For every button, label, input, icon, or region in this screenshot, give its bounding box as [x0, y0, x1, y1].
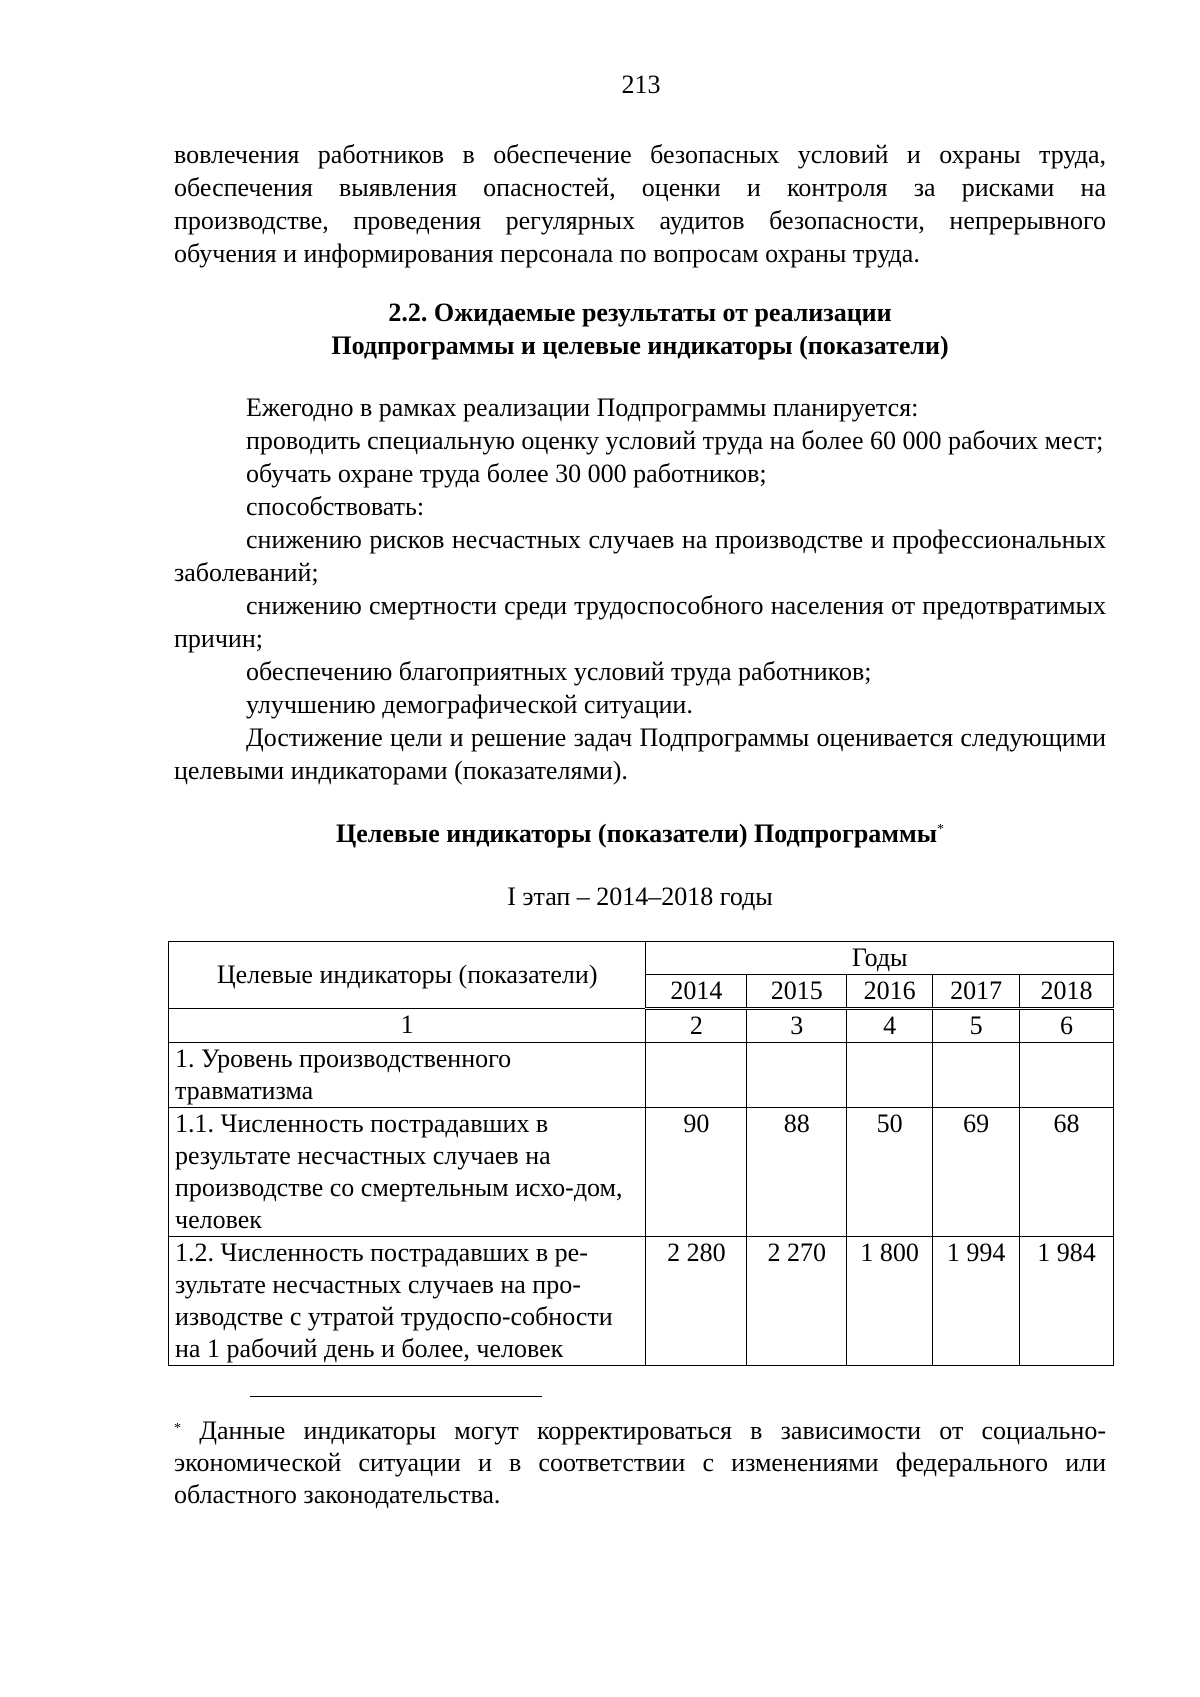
header-indicator: Целевые индикаторы (показатели)	[169, 942, 646, 1009]
table-row	[169, 1043, 1114, 1108]
table-title	[174, 817, 1106, 850]
paragraph: снижению смертности среди трудоспособного населения от предотвратимых причин;	[174, 591, 1106, 653]
table-stage: I этап – 2014–2018 годы	[507, 882, 773, 911]
table-title-text: Целевые индикаторы (показатели) Подпрограммы	[335, 819, 938, 848]
paragraph: Ежегодно в рамках реализации Подпрограммы планируется:	[246, 393, 919, 422]
row-value	[1020, 1043, 1114, 1108]
footnote-text: Данные индикаторы могут корректироваться в зависимости от социально-экономической ситуации и в соответствии с изменениями федерального или областного законодательства.	[174, 1416, 1106, 1509]
section-heading-line1: 2.2. Ожидаемые результаты от реализации	[388, 298, 892, 327]
row-value: 88	[747, 1108, 847, 1237]
table-row	[169, 1237, 1114, 1366]
row-label: 1. Уровень производственного травматизма	[169, 1043, 646, 1108]
section-heading	[174, 296, 1106, 362]
header-year: 2014	[646, 975, 747, 1009]
row-value: 68	[1020, 1108, 1114, 1237]
paragraph: проводить специальную оценку условий труда на более 60 000 рабочих мест;	[246, 426, 1104, 455]
paragraph: способствовать:	[246, 492, 425, 521]
page-number: 213	[621, 70, 661, 99]
row-value	[747, 1043, 847, 1108]
column-number: 4	[847, 1009, 933, 1043]
table-row	[169, 1108, 1114, 1237]
column-number: 2	[646, 1009, 747, 1043]
footnote-separator	[250, 1396, 542, 1397]
footnote-mark: *	[174, 1421, 181, 1436]
row-value: 1 994	[933, 1237, 1020, 1366]
column-number: 1	[169, 1009, 646, 1043]
paragraph: обучать охране труда более 30 000 работников;	[246, 459, 767, 488]
intro-paragraph: вовлечения работников в обеспечение безопасных условий и охраны труда, обеспечения выявления опасностей, оценки и контроля за рисками на производстве, проведения регулярных аудитов безопасности, непрерывного обучения и информирования персонала по вопросам охраны труда.	[174, 140, 1106, 268]
row-value	[933, 1043, 1020, 1108]
row-value: 1 984	[1020, 1237, 1114, 1366]
header-years: Годы	[646, 942, 1114, 975]
column-number: 3	[747, 1009, 847, 1043]
table-header-row	[169, 942, 1114, 975]
table-column-numbers-row	[169, 1009, 1114, 1043]
paragraph: Достижение цели и решение задач Подпрограммы оценивается следующими целевыми индикаторами (показателями).	[174, 723, 1106, 785]
header-year: 2015	[747, 975, 847, 1009]
footnote	[174, 1415, 1106, 1511]
row-value	[847, 1043, 933, 1108]
page-content	[174, 138, 1106, 1511]
column-number: 5	[933, 1009, 1020, 1043]
header-year: 2016	[847, 975, 933, 1009]
column-number: 6	[1020, 1009, 1114, 1043]
paragraph: обеспечению благоприятных условий труда работников;	[246, 657, 872, 686]
header-year: 2018	[1020, 975, 1114, 1009]
paragraph: улучшению демографической ситуации.	[246, 690, 693, 719]
row-label: 1.2. Численность пострадавших в ре-зультате несчастных случаев на про-изводстве с утратой трудоспо-собности на 1 рабочий день и более, человек	[169, 1237, 646, 1366]
row-value: 50	[847, 1108, 933, 1237]
row-value: 2 280	[646, 1237, 747, 1366]
indicators-table	[168, 941, 1114, 1366]
section-heading-line2: Подпрограммы и целевые индикаторы (показатели)	[331, 331, 949, 360]
row-value: 69	[933, 1108, 1020, 1237]
row-label: 1.1. Численность пострадавших в результате несчастных случаев на производстве со смертельным исхо-дом, человек	[169, 1108, 646, 1237]
header-year: 2017	[933, 975, 1020, 1009]
row-value: 1 800	[847, 1237, 933, 1366]
row-value: 90	[646, 1108, 747, 1237]
row-value	[646, 1043, 747, 1108]
table-title-footnote-mark: *	[937, 822, 945, 837]
row-value: 2 270	[747, 1237, 847, 1366]
paragraph: снижению рисков несчастных случаев на производстве и профессиональных заболеваний;	[174, 525, 1106, 587]
